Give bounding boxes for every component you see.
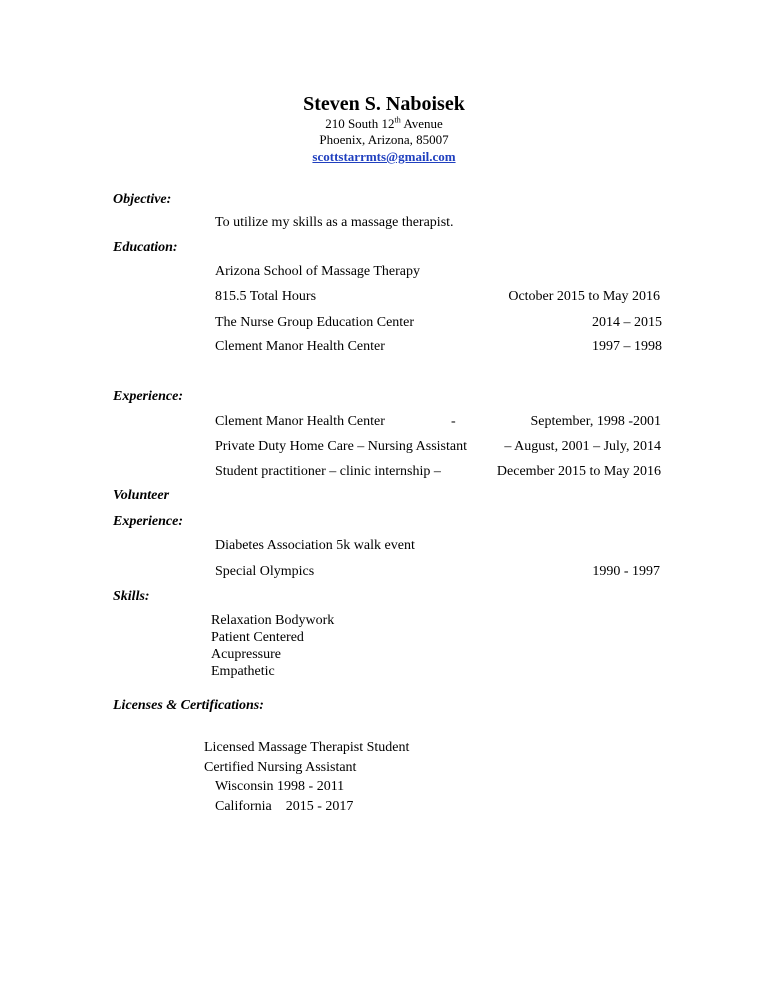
skills-heading: Skills: [113, 589, 150, 604]
education-item-date: 1997 – 1998 [592, 339, 662, 354]
experience-heading: Experience: [113, 389, 183, 404]
education-item-label: 815.5 Total Hours [215, 289, 317, 304]
experience-item-label: Private Duty Home Care – Nursing Assistant [215, 439, 467, 454]
volunteer-item-label: Diabetes Association 5k walk event [215, 538, 415, 553]
objective-text: To utilize my skills as a massage therapist. [215, 215, 454, 230]
email-line [0, 150, 768, 163]
licenses-heading: Licenses & Certifications: [113, 698, 264, 713]
education-item-date: October 2015 to May 2016 [508, 289, 660, 304]
license-item: Certified Nursing Assistant [204, 760, 357, 775]
license-state: California 2015 - 2017 [215, 799, 354, 814]
skill-item: Patient Centered [211, 630, 304, 645]
resume-name: Steven S. Naboisek [303, 93, 465, 115]
education-item-label: The Nurse Group Education Center [215, 315, 415, 330]
address-ordinal-suffix: th [394, 115, 401, 125]
address-street-name: Avenue [400, 116, 443, 131]
volunteer-item-date: 1990 - 1997 [592, 564, 660, 579]
experience-item-separator: - [451, 414, 456, 429]
volunteer-experience-heading: Experience: [113, 514, 183, 529]
education-item-date: 2014 – 2015 [592, 315, 662, 330]
address-street-number: 210 South 12 [325, 116, 395, 131]
address-line-1 [0, 117, 768, 130]
education-item-label: Arizona School of Massage Therapy [215, 264, 421, 279]
volunteer-item-label: Special Olympics [215, 564, 315, 579]
email-link[interactable]: scottstarrmts@gmail.com [312, 149, 456, 164]
address-line-2: Phoenix, Arizona, 85007 [319, 132, 449, 147]
experience-item-date: September, 1998 -2001 [530, 414, 661, 429]
license-item: Licensed Massage Therapist Student [204, 740, 410, 755]
experience-item-label: Clement Manor Health Center [215, 414, 385, 429]
volunteer-heading: Volunteer [113, 488, 170, 503]
skill-item: Empathetic [211, 664, 275, 679]
education-item-label: Clement Manor Health Center [215, 339, 385, 354]
experience-item-date: – August, 2001 – July, 2014 [504, 439, 661, 454]
license-state: Wisconsin 1998 - 2011 [215, 779, 345, 794]
experience-item-label: Student practitioner – clinic internship – [215, 464, 441, 479]
education-heading: Education: [113, 240, 178, 255]
objective-heading: Objective: [113, 192, 172, 207]
skill-item: Acupressure [211, 647, 281, 662]
skill-item: Relaxation Bodywork [211, 613, 335, 628]
experience-item-date: December 2015 to May 2016 [496, 464, 661, 479]
